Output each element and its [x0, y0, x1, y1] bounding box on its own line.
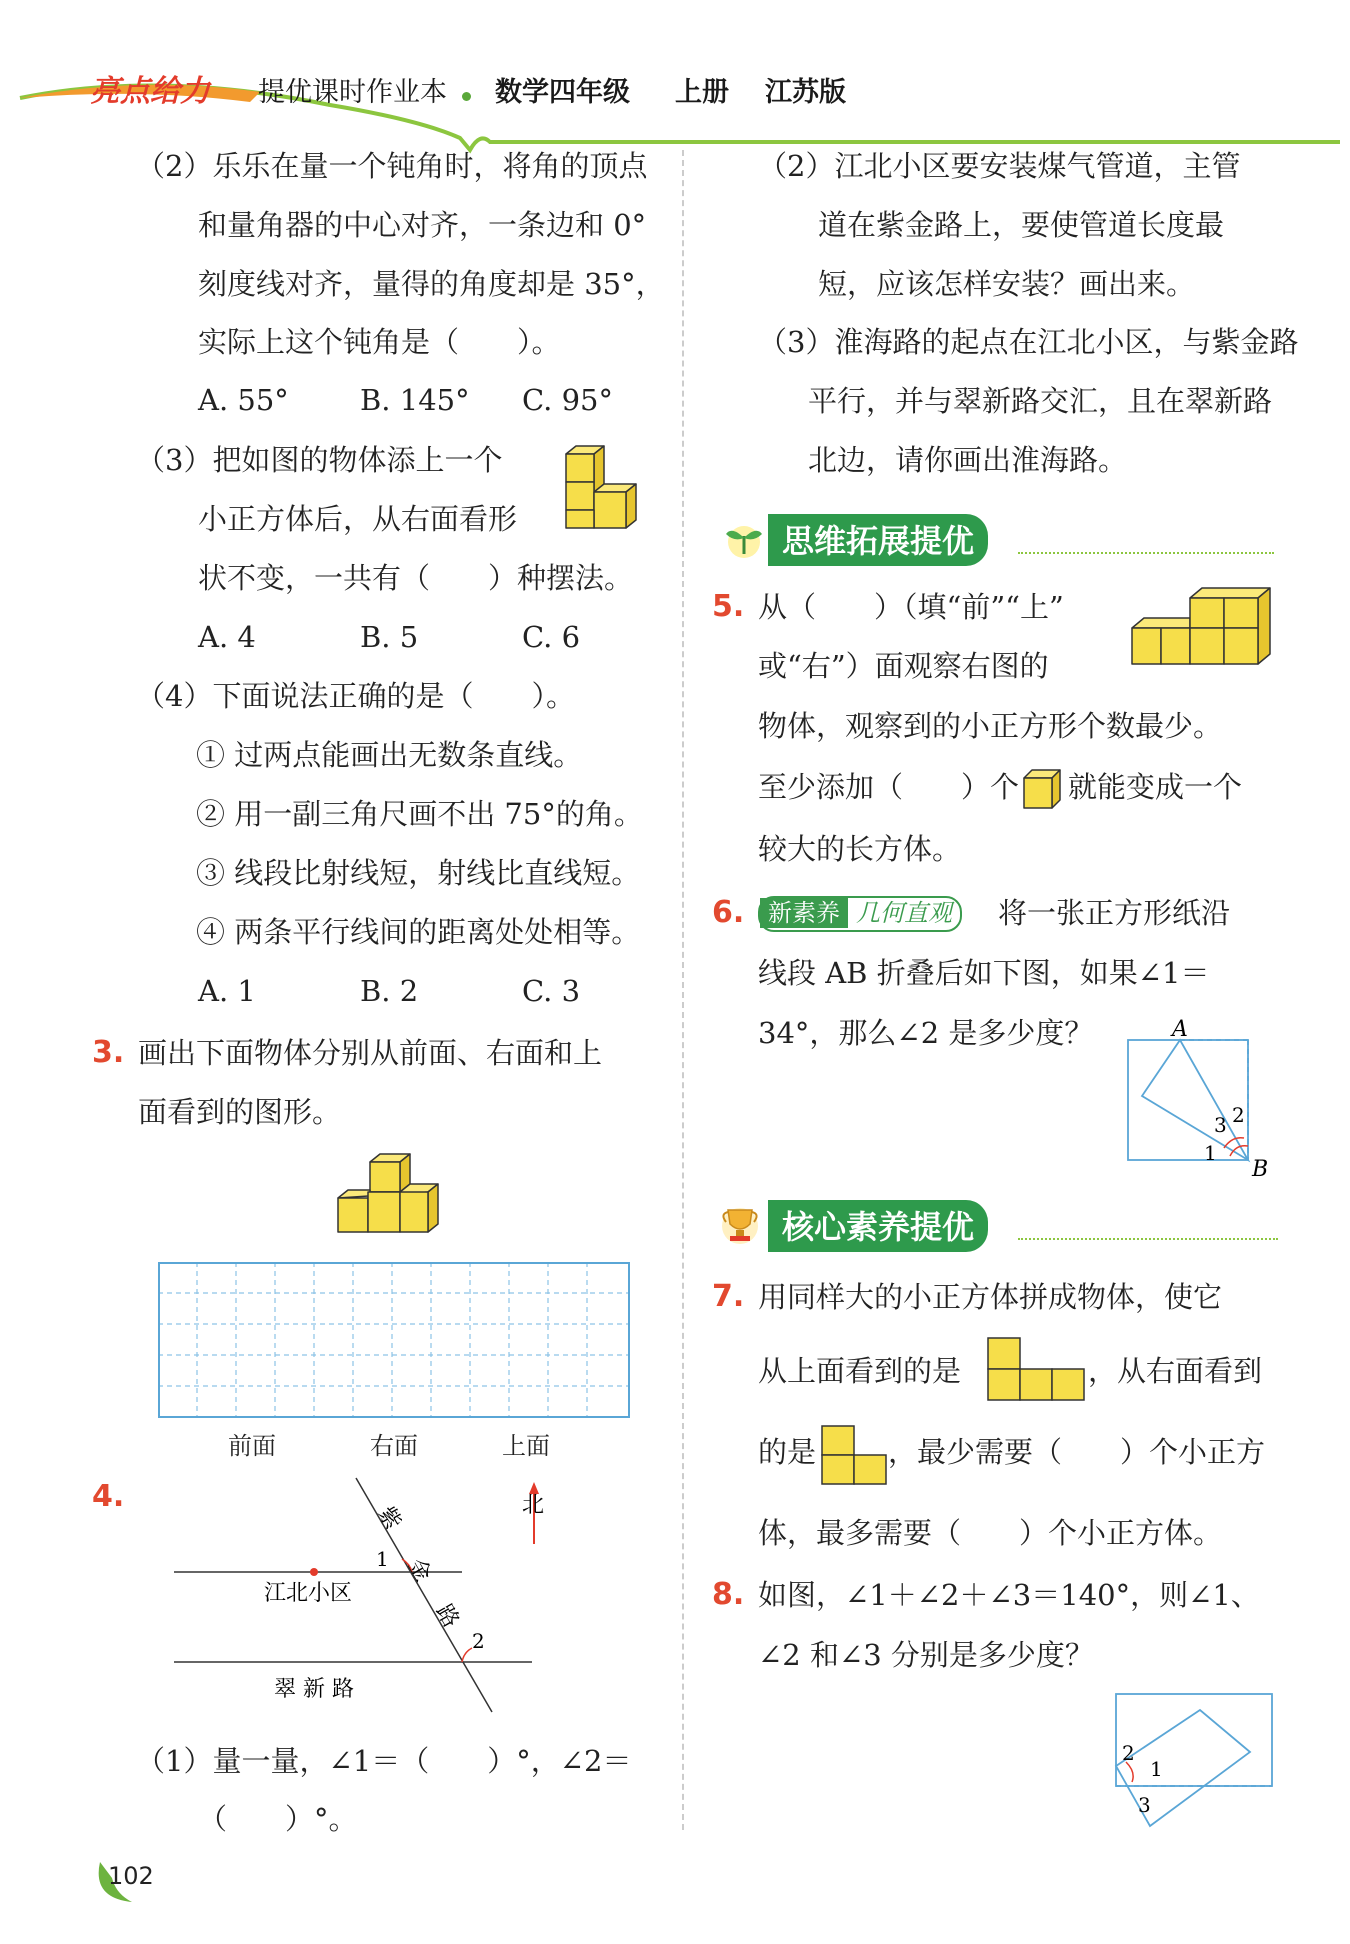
q2-4-option-b[interactable]: B. 2 — [360, 974, 419, 1008]
map-street-char3: 路 — [430, 1600, 464, 1633]
q7-top-view-figure — [986, 1336, 1086, 1402]
q4-number: 4. — [92, 1479, 125, 1514]
q2-3-line1: （3）把如图的物体添上一个 — [136, 443, 503, 477]
q2-2-line3: 刻度线对齐，量得的角度却是 35°， — [198, 267, 665, 301]
q7-line1: 用同样大的小正方体拼成物体，使它 — [758, 1280, 1223, 1314]
q8-number: 8. — [712, 1577, 745, 1612]
q2-4-statement3: ③ 线段比射线短，射线比直线短。 — [196, 856, 641, 890]
map-area-label: 江北小区 — [264, 1581, 353, 1606]
q5-line1: 从（ ）（填“前”“上” — [758, 590, 1064, 624]
q7-number: 7. — [712, 1279, 745, 1314]
q6-fold-figure — [1120, 1017, 1278, 1182]
q5-line2: 或“右”）面观察右图的 — [758, 649, 1049, 683]
q2-3-option-c[interactable]: C. 6 — [522, 620, 581, 654]
q6-line1: 将一张正方形纸沿 — [998, 896, 1231, 930]
q2-4-statement2: ② 用一副三角尺画不出 75°的角。 — [196, 797, 643, 831]
q4-map — [170, 1470, 544, 1720]
q3-cube-figure — [334, 1152, 454, 1236]
q2-4-line1: （4）下面说法正确的是（ ）。 — [136, 679, 575, 713]
section-core-rule — [1018, 1238, 1278, 1240]
section-thinking-title: 思维拓展提优 — [768, 514, 988, 566]
page-number: 102 — [108, 1862, 154, 1890]
q4-1-line2: （ ）°。 — [198, 1802, 358, 1836]
q2-2-option-c[interactable]: C. 95° — [522, 383, 613, 417]
grid-label-top: 上面 — [502, 1432, 550, 1460]
q4-3-line1: （3）淮海路的起点在江北小区，与紫金路 — [758, 325, 1299, 359]
q6-badge-topic: 几何直观 — [856, 899, 952, 927]
q4-2-line3: 短，应该怎样安装？画出来。 — [818, 267, 1196, 301]
q2-3-cube-figure — [562, 444, 652, 540]
q7-line3b: ，最少需要（ ）个小正方 — [888, 1435, 1266, 1469]
q7-line2b: ，从右面看到 — [1088, 1354, 1263, 1388]
map-road-label: 翠 新 路 — [274, 1677, 354, 1702]
q4-3-line3: 北边，请你画出淮海路。 — [808, 443, 1128, 477]
map-north-label: 北 — [521, 1493, 544, 1518]
q7-line4: 体，最多需要（ ）个小正方体。 — [758, 1516, 1223, 1550]
column-divider — [682, 150, 684, 1830]
fig8-angle1: 1 — [1150, 1757, 1163, 1781]
fig6-angle1: 1 — [1204, 1141, 1217, 1165]
q2-3-line2: 小正方体后，从右面看形 — [198, 502, 518, 536]
drawing-grid[interactable] — [158, 1262, 630, 1422]
q6-line2: 线段 AB 折叠后如下图，如果∠1＝ — [758, 956, 1210, 990]
q5-line4b: 就能变成一个 — [1068, 770, 1243, 804]
q2-2-line1: （2）乐乐在量一个钝角时，将角的顶点 — [136, 149, 648, 183]
edition-label: 江苏版 — [765, 77, 846, 108]
q3-line2: 面看到的图形。 — [138, 1095, 342, 1129]
q4-2-line2: 道在紫金路上，要使管道长度最 — [818, 208, 1225, 242]
q2-4-statement1: ① 过两点能画出无数条直线。 — [196, 738, 583, 772]
q2-3-option-a[interactable]: A. 4 — [198, 620, 256, 654]
q8-line1: 如图，∠1＋∠2＋∠3＝140°，则∠1、 — [758, 1578, 1260, 1612]
subject-label: 数学四年级 — [495, 77, 630, 108]
q2-4-option-c[interactable]: C. 3 — [522, 974, 581, 1008]
map-street-char1: 紫 — [372, 1502, 406, 1535]
q6-line3: 34°，那么∠2 是多少度？ — [758, 1016, 1094, 1050]
q2-2-line2: 和量角器的中心对齐，一条边和 0° — [198, 208, 647, 242]
q4-1-line1: （1）量一量，∠1＝（ ）°，∠2＝ — [136, 1744, 632, 1778]
q2-2-option-b[interactable]: B. 145° — [360, 383, 470, 417]
q4-3-line2: 平行，并与翠新路交汇，且在翠新路 — [808, 384, 1273, 418]
fig6-label-b: B — [1252, 1157, 1269, 1182]
fig8-angle2: 2 — [1122, 1741, 1135, 1765]
q5-line3: 物体，观察到的小正方形个数最少。 — [758, 709, 1223, 743]
map-angle1-label: 1 — [376, 1547, 389, 1571]
header-dot — [462, 92, 471, 101]
q6-badge-main: 新素养 — [760, 898, 848, 928]
fig6-angle2: 2 — [1232, 1103, 1245, 1127]
map-street-char2: 金 — [402, 1554, 436, 1587]
sprout-icon — [718, 514, 770, 560]
q6-number: 6. — [712, 895, 745, 930]
volume-label: 上册 — [675, 77, 729, 108]
q4-2-line1: （2）江北小区要安装煤气管道，主管 — [758, 149, 1241, 183]
q2-4-statement4: ④ 两条平行线间的距离处处相等。 — [196, 915, 641, 949]
grid-label-front: 前面 — [228, 1432, 276, 1460]
q7-line3a: 的是 — [758, 1435, 817, 1469]
q2-3-line3: 状不变，一共有（ ）种摆法。 — [198, 561, 634, 595]
q8-fold-figure — [1112, 1690, 1278, 1832]
fig8-angle3: 3 — [1138, 1793, 1151, 1817]
series-title: 提优课时作业本 — [258, 77, 447, 108]
q2-4-option-a[interactable]: A. 1 — [198, 974, 256, 1008]
q8-line2: ∠2 和∠3 分别是多少度？ — [758, 1638, 1094, 1672]
fig6-label-a: A — [1172, 1017, 1188, 1042]
q6-badge — [758, 896, 962, 932]
q2-3-option-b[interactable]: B. 5 — [360, 620, 419, 654]
q5-line4a: 至少添加（ ）个 — [758, 770, 1020, 804]
q5-number: 5. — [712, 589, 745, 624]
section-thinking-rule — [1018, 552, 1274, 554]
trophy-icon — [714, 1198, 766, 1248]
q2-2-line4: 实际上这个钝角是（ ）。 — [198, 325, 561, 359]
grid-label-right: 右面 — [370, 1432, 418, 1460]
q7-line2a: 从上面看到的是 — [758, 1354, 962, 1388]
q5-cube-figure — [1130, 584, 1272, 670]
fig6-angle3: 3 — [1214, 1113, 1227, 1137]
q5-line5: 较大的长方体。 — [758, 832, 962, 866]
q3-line1: 画出下面物体分别从前面、右面和上 — [138, 1036, 603, 1070]
q5-single-cube-icon — [1022, 768, 1064, 810]
map-angle2-label: 2 — [472, 1629, 485, 1653]
q3-number: 3. — [92, 1035, 125, 1070]
q7-right-view-figure — [820, 1424, 888, 1486]
brand-logo: 亮点给力 — [90, 74, 210, 109]
q2-2-option-a[interactable]: A. 55° — [198, 383, 289, 417]
section-core-title: 核心素养提优 — [768, 1200, 988, 1252]
